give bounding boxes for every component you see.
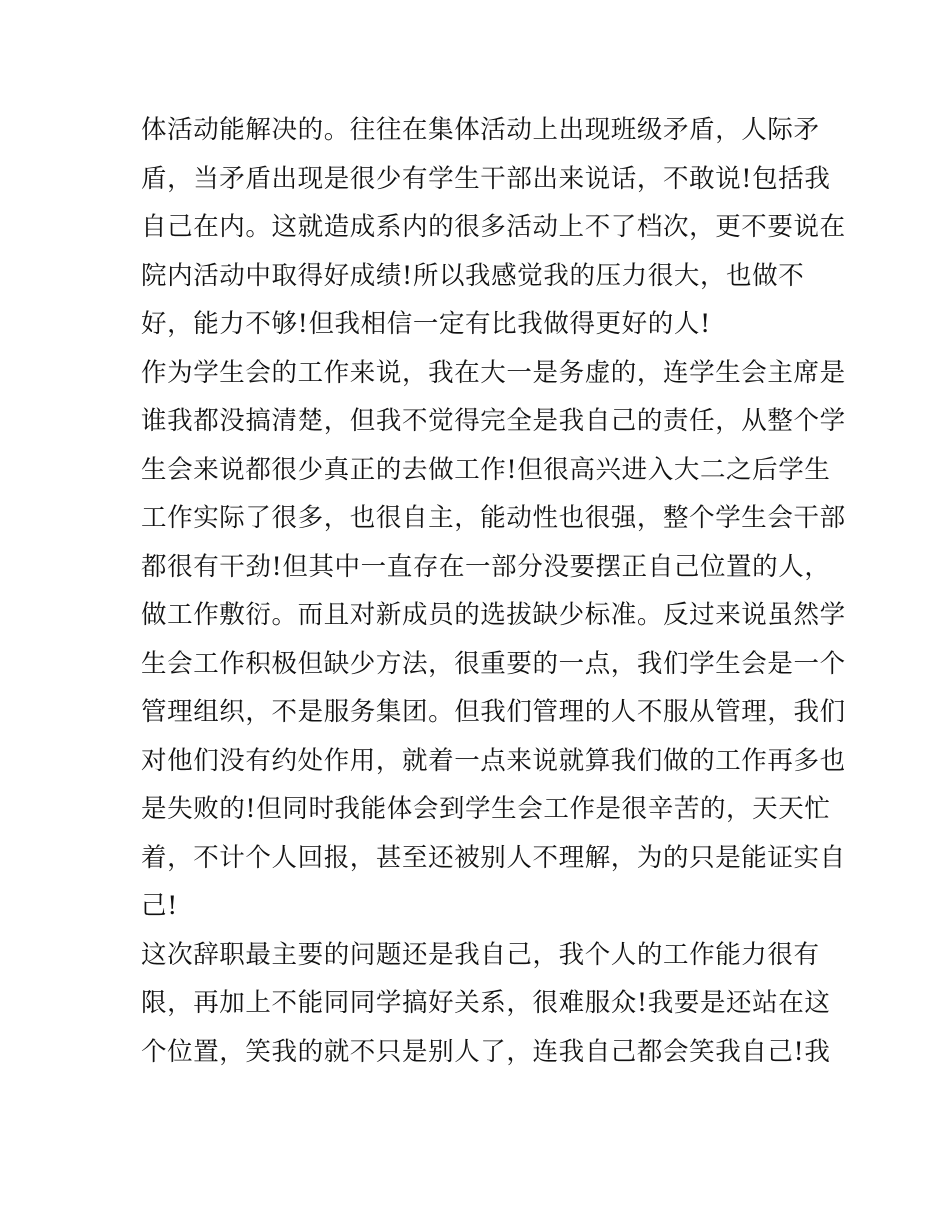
text-line: 谁我都没搞清楚，但我不觉得完全是我自己的责任，从整个学 [141,406,846,436]
text-line: 盾，当矛盾出现是很少有学生干部出来说话，不敢说!包括我 [141,163,831,194]
text-line: 生会工作积极但缺少方法，很重要的一点，我们学生会是一个 [141,648,846,679]
text-line: 自己在内。这就造成系内的很多活动上不了档次，更不要说在 [141,212,846,242]
text-line: 好，能力不够!但我相信一定有比我做得更好的人! [141,309,711,339]
text-line: 个位置，笑我的就不只是别人了，连我自己都会笑我自己!我 [141,1036,831,1067]
text-line: 都很有干劲!但其中一直存在一部分没要摆正自己位置的人， [141,551,831,582]
text-line: 是失败的!但同时我能体会到学生会工作是很辛苦的，天天忙 [141,794,831,824]
text-line: 对他们没有约处作用，就着一点来说就算我们做的工作再多也 [141,745,846,776]
text-line: 工作实际了很多，也很自主，能动性也很强，整个学生会干部 [141,503,846,533]
text-line: 着，不计个人回报，甚至还被别人不理解，为的只是能证实自 [141,842,846,873]
text-line: 作为学生会的工作来说，我在大一是务虚的，连学生会主席是 [141,357,846,388]
text-line: 生会来说都很少真正的去做工作!但很高兴进入大二之后学生 [141,454,831,485]
body-text [141,106,846,1076]
text-line: 体活动能解决的。往往在集体活动上出现班级矛盾，人际矛 [141,115,820,145]
text-line: 管理组织，不是服务集团。但我们管理的人不服从管理，我们 [141,697,846,727]
text-line: 院内活动中取得好成绩!所以我感觉我的压力很大，也做不 [141,260,805,291]
text-line: 做工作敷衍。而且对新成员的选拔缺少标准。反过来说虽然学 [141,600,846,630]
text-line: 这次辞职最主要的问题还是我自己，我个人的工作能力很有 [141,939,820,970]
text-line: 限，再加上不能同同学搞好关系，很难服众!我要是还站在这 [141,988,831,1018]
text-line: 己! [141,891,178,921]
